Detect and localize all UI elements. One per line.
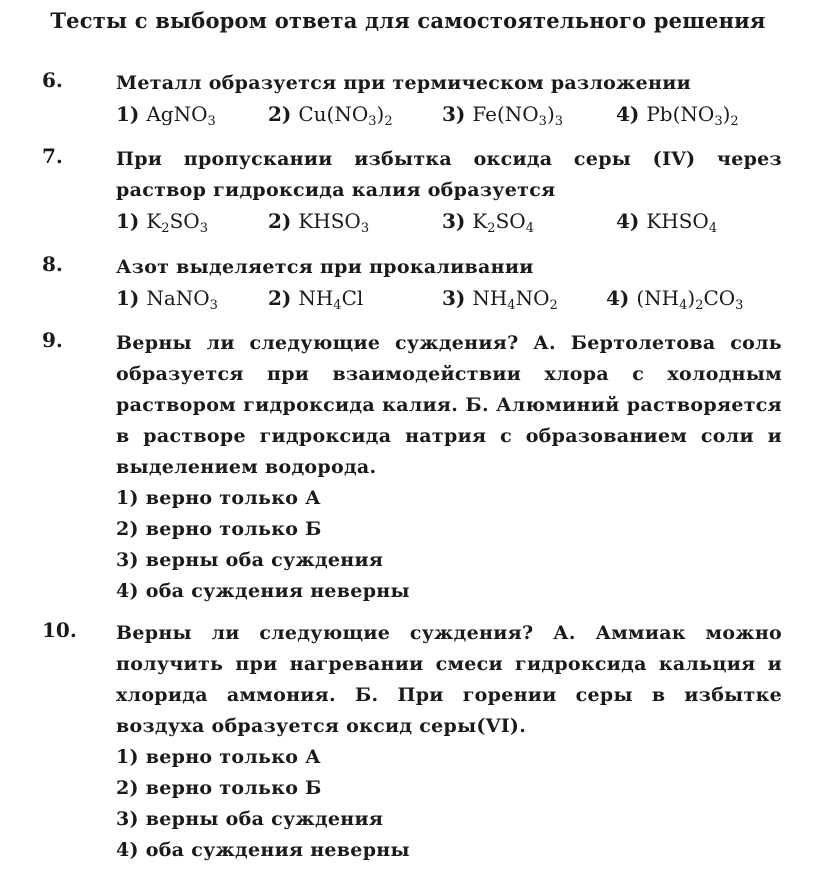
answer-option-3: 3) верны оба суждения [116,808,384,830]
question-6 [42,68,782,130]
option-1 [116,99,216,130]
option-number: 4) [606,286,637,310]
option-number: 3) [442,209,473,233]
answer-option-3: 3) верны оба суждения [116,549,384,571]
question-number: 10. [42,618,77,642]
option-number: 1) [116,102,147,126]
chemical-formula: NaNO$_3$ [146,286,218,313]
option-3 [442,206,534,237]
option-4 [606,283,743,314]
option-number: 4) [616,102,647,126]
question-9 [42,328,782,607]
option-number: 3) [442,102,473,126]
answer-option-2: 2) верно только Б [116,518,322,540]
option-1 [116,283,218,314]
question-7 [42,144,782,237]
chemical-formula: $(NH_4)_2CO_3$ [636,286,744,313]
option-2 [268,99,393,130]
option-number: 2) [268,102,299,126]
question-number: 7. [42,144,63,168]
page-title: Тесты с выбором ответа для самостоятельного решения [50,8,766,33]
question-number: 8. [42,252,63,276]
option-row [116,283,782,314]
chemical-formula: $KHSO_3$ [298,209,370,236]
question-text: Верны ли следующие суждения? А. Бертолетова соль образуется при взаимодействии хлора с холодным раствором гидроксида калия. Б. Алюминий растворяется в растворе гидроксида натрия с образованием соли и выделением водорода. [116,332,782,478]
chemical-formula: $Fe(NO_3)_3$ [472,102,564,129]
option-number: 2) [268,286,299,310]
question-8 [42,252,782,314]
option-4 [616,206,717,237]
answer-option-4: 4) оба суждения неверны [116,580,410,602]
option-3 [442,99,563,130]
chemical-formula: $Cu(NO_3)_2$ [298,102,393,129]
answer-option-2: 2) верно только Б [116,777,322,799]
option-1 [116,206,208,237]
option-3 [442,283,558,314]
question-text: При пропускании избытка оксида серы (IV) через раствор гидроксида калия образуется [116,148,782,201]
answer-option-1: 1) верно только А [116,487,321,509]
option-number: 3) [442,286,473,310]
chemical-formula: $K_2SO_4$ [472,209,534,236]
question-10 [42,618,782,866]
option-number: 1) [116,286,147,310]
chemical-formula: $NH_4NO_2$ [472,286,558,313]
chemical-formula: $NH_4Cl$ [298,286,364,313]
question-text: Азот выделяется при прокаливании [116,256,534,278]
option-number: 4) [616,209,647,233]
option-4 [616,99,739,130]
option-2 [268,206,369,237]
chemical-formula: AgNO$_3$ [146,102,216,129]
option-row [116,99,782,130]
chemical-formula: $KHSO_4$ [646,209,718,236]
option-2 [268,283,363,314]
question-text: Металл образуется при термическом разложении [116,72,691,94]
option-number: 1) [116,209,147,233]
option-row [116,206,782,237]
chemical-formula: $Pb(NO_3)_2$ [646,102,739,129]
answer-option-1: 1) верно только А [116,746,321,768]
option-number: 2) [268,209,299,233]
answer-option-4: 4) оба суждения неверны [116,839,410,861]
question-text: Верны ли следующие суждения? А. Аммиак можно получить при нагревании смеси гидроксида кальция и хлорида аммония. Б. При горении серы в избытке воздуха образуется оксид серы(VI). [116,622,782,737]
question-number: 9. [42,328,63,352]
chemical-formula: $K_2SO_3$ [146,209,208,236]
question-number: 6. [42,68,63,92]
